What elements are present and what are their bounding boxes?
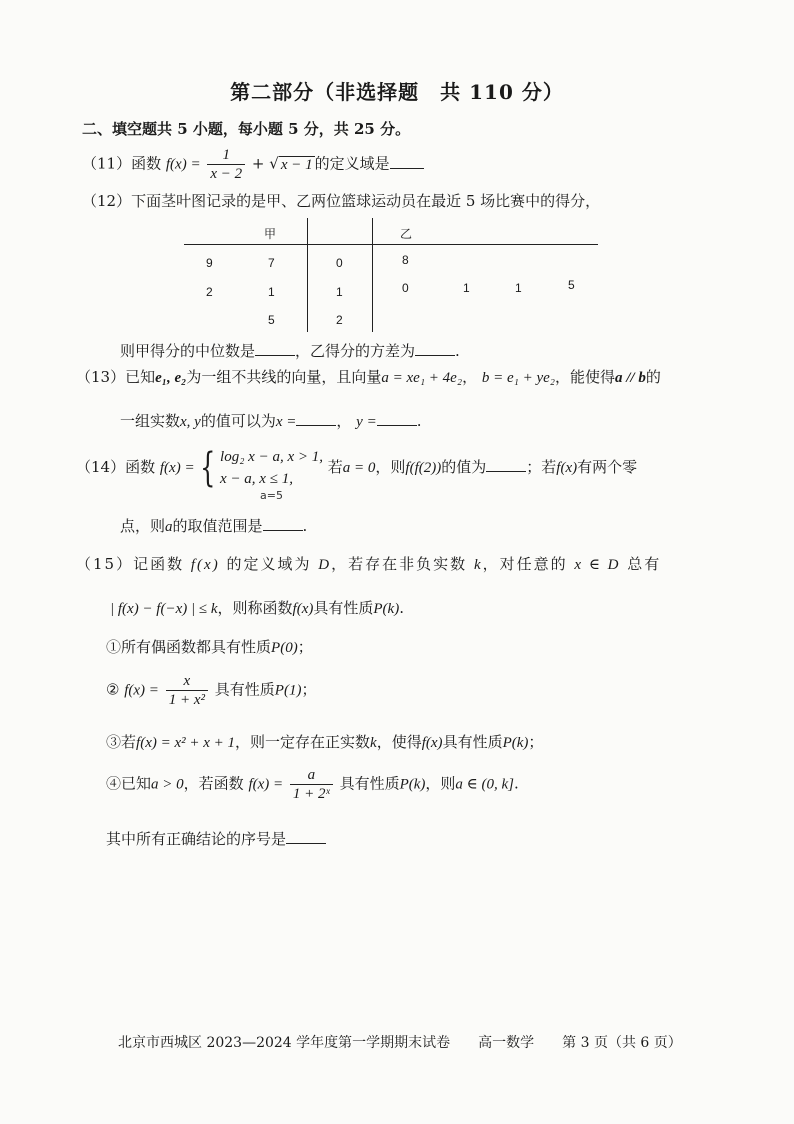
statement-text: ，使得 <box>376 733 422 751</box>
header-jia: 甲 <box>264 227 277 241</box>
q14-mid: 若 <box>327 458 343 476</box>
section-heading: 二、填空题共 5 小题，每小题 5 分，共 25 分。 <box>82 120 411 138</box>
q13-expr-a: a = xe₁ + 4e₂ <box>381 370 463 386</box>
stem: 2 <box>336 313 343 327</box>
q11-frac-den: x − 2 <box>210 166 243 182</box>
q13-text: ，能使得 <box>555 368 616 386</box>
stem: 1 <box>336 285 343 299</box>
q15-text: ，若存在非负实数 <box>331 555 468 573</box>
circled-number: ③ <box>106 733 122 751</box>
q12-variance-blank[interactable] <box>415 343 455 356</box>
q11-frac-num: 1 <box>207 146 245 165</box>
frac-num: a <box>290 766 333 785</box>
statement-k: k <box>370 735 377 751</box>
q14-func: f(x) = <box>159 460 195 476</box>
q11-number: （11） <box>82 154 132 173</box>
q13-expr-b: b = e₁ + ye₂ <box>481 370 555 386</box>
plot-top-rule <box>184 244 598 245</box>
question-12-intro <box>82 190 600 211</box>
q15-text: 的定义域为 <box>226 555 312 573</box>
question-14-line2: 点，则a的取值范围是 . <box>120 517 308 535</box>
leaf-left: 1 <box>268 285 275 299</box>
question-14-line1 <box>76 446 637 490</box>
q11-sqrt: x − 1 <box>280 156 313 173</box>
q11-fraction <box>207 146 245 183</box>
q15-f: f(x) <box>190 557 220 573</box>
leaf-right: 0 <box>402 281 409 295</box>
q14-line2b: 的取值范围是 <box>172 517 263 535</box>
frac-num: x <box>166 672 208 691</box>
frac-den: 1 + x² <box>168 692 205 708</box>
statement-text: 所有偶函数都具有性质 <box>121 638 272 656</box>
statement-3 <box>106 731 543 752</box>
q15-text: 总有 <box>627 555 662 573</box>
question-15-line2: | f(x) − f(−x) | ≤ k，则称函数f(x)具有性质P(k). <box>110 599 404 617</box>
conclusion-text: 其中所有正确结论的序号是 <box>106 830 287 848</box>
frac-den: 1 + 2ˣ <box>292 786 330 802</box>
question-13-line1: （13）已知e₁, e₂为一组不共线的向量，且向量a = xe₁ + 4e₂， b = e₁ + ye₂，能使得a // b的 <box>76 368 661 386</box>
q14-expr: f(f(2)) <box>405 460 442 476</box>
q14-tail-f: f(x) <box>556 460 578 476</box>
statement-4 <box>106 766 519 803</box>
q13-vectors: e₁, e₂ <box>155 370 187 386</box>
q15-inequality: | f(x) − f(−x) | ≤ k <box>110 601 218 617</box>
leaf-left: 2 <box>206 285 213 299</box>
q13-text: 为一组不共线的向量，且向量 <box>186 368 382 386</box>
plot-stem-divider-left <box>307 218 308 332</box>
question-13-line2: 一组实数x, y的值可以为x = ， y = . <box>120 412 422 430</box>
q13-text: 的 <box>645 368 661 386</box>
q11-prefix: 函数 <box>131 154 162 173</box>
q14-a: a <box>165 519 173 535</box>
statement-fraction <box>166 672 208 709</box>
q15-number: （15） <box>76 555 134 573</box>
left-brace: { <box>199 445 215 491</box>
q13-vars: x, y <box>180 414 201 430</box>
q12-number: （12） <box>82 192 132 210</box>
handwritten-note: a=5 <box>260 489 283 502</box>
q12-question-b: ，乙得分的方差为 <box>295 342 416 360</box>
q15-text: ，对任意的 <box>482 555 568 573</box>
q11-suffix: 的定义域是 <box>314 154 390 173</box>
q14-cond: a = 0 <box>342 460 376 476</box>
q13-parallel: a // b <box>615 370 646 386</box>
q14-case2: x − a, x ≤ 1, <box>220 471 293 487</box>
q15-f: f(x) <box>292 601 314 617</box>
q12-question-a: 则甲得分的中位数是 <box>120 342 256 360</box>
circled-number: ④ <box>106 774 122 793</box>
q13-y-blank[interactable] <box>377 413 417 426</box>
statement-math: f(x) = x² + x + 1 <box>136 735 236 751</box>
statement-1 <box>106 636 313 657</box>
q14-range-blank[interactable] <box>263 518 303 531</box>
statement-fraction <box>290 766 333 803</box>
leaf-right: 1 <box>463 281 470 295</box>
stem: 0 <box>336 256 343 270</box>
statement-text: ，则一定存在正实数 <box>235 733 371 751</box>
statement-end: ； <box>297 638 313 656</box>
statement-math: P(1) <box>274 682 302 699</box>
q14-cases <box>220 446 323 490</box>
sqrt-symbol: √ <box>269 154 279 173</box>
page-footer: 北京市西城区 2023—2024 学年度第一学期期末试卷 高一数学 第 3 页（共 6 页） <box>118 1035 682 1051</box>
q15-text: ，则称函数 <box>217 599 293 617</box>
q14-tail: ；若 <box>526 458 557 476</box>
leaf-right: 8 <box>402 253 409 267</box>
q13-text: 已知 <box>125 368 156 386</box>
question-15-line1 <box>76 553 661 574</box>
circled-number: ① <box>106 638 122 656</box>
statement-math: a ∈ (0, k] <box>455 776 514 793</box>
page-title: 第二部分（非选择题 共 110 分） <box>230 80 564 104</box>
statement-math: P(k) <box>399 776 426 793</box>
q13-number: （13） <box>76 368 126 386</box>
leaf-left: 9 <box>206 256 213 270</box>
statement-math: P(0) <box>271 640 298 656</box>
q15-Pk: P(k) <box>373 601 400 617</box>
statement-end: ； <box>301 680 317 699</box>
q12-intro: 下面茎叶图记录的是甲、乙两位篮球运动员在最近 5 场比赛中的得分， <box>131 192 601 210</box>
header-yi: 乙 <box>400 227 413 241</box>
statement-text: 具有性质 <box>442 733 503 751</box>
q12-median-blank[interactable] <box>255 343 295 356</box>
q15-text: 具有性质 <box>313 599 374 617</box>
q14-case1: log₂ x − a, x > 1, <box>220 449 323 465</box>
statement-text: 若 <box>121 733 137 751</box>
q15-k: k <box>473 557 483 573</box>
question-12-prompt: 则甲得分的中位数是 ，乙得分的方差为 . <box>120 342 460 360</box>
leaf-left: 7 <box>268 256 275 270</box>
leaf-right: 5 <box>568 278 575 292</box>
q14-line2: 点，则 <box>120 517 166 535</box>
q13-y-eq: y = <box>356 414 377 430</box>
statement-text: 具有性质 <box>214 680 275 699</box>
q14-mid3: 的值为 <box>441 458 487 476</box>
statement-end: . <box>514 774 519 793</box>
circled-number: ② <box>106 680 120 699</box>
q11-plus: + <box>251 154 265 173</box>
q13-text: 一组实数 <box>120 412 181 430</box>
statement-text: 具有性质 <box>339 774 400 793</box>
q14-prefix: 函数 <box>125 458 156 476</box>
statement-math: P(k) <box>502 735 529 751</box>
q15-answer-blank[interactable] <box>286 831 326 844</box>
statement-func: f(x) = <box>124 682 159 699</box>
plot-stem-divider-right <box>372 218 373 332</box>
q15-D: D <box>318 557 332 573</box>
q14-number: （14） <box>76 458 126 476</box>
q11-func: f(x) = <box>165 156 201 173</box>
statement-func: f(x) = <box>248 776 284 793</box>
q11-answer-blank[interactable] <box>390 156 424 169</box>
q15-text: 记函数 <box>133 555 185 573</box>
leaf-right: 1 <box>515 281 522 295</box>
q13-text: 的值可以为 <box>200 412 276 430</box>
leaf-left: 5 <box>268 313 275 327</box>
statement-text: ，若函数 <box>183 774 244 793</box>
q14-mid2: ，则 <box>375 458 406 476</box>
statement-math: a > 0 <box>151 776 184 793</box>
q14-tail2: 有两个零 <box>577 458 638 476</box>
statement-text: ，则 <box>425 774 456 793</box>
q15-xD: x ∈ D <box>574 557 621 573</box>
q13-x-eq: x = <box>275 414 297 430</box>
statement-end: ； <box>528 733 544 751</box>
q13-x-blank[interactable] <box>296 413 336 426</box>
q15-conclusion <box>106 828 326 849</box>
question-11 <box>82 146 424 183</box>
statement-text: 已知 <box>121 774 152 793</box>
statement-2 <box>106 672 316 709</box>
statement-f: f(x) <box>421 735 443 751</box>
q14-value-blank[interactable] <box>486 459 526 472</box>
